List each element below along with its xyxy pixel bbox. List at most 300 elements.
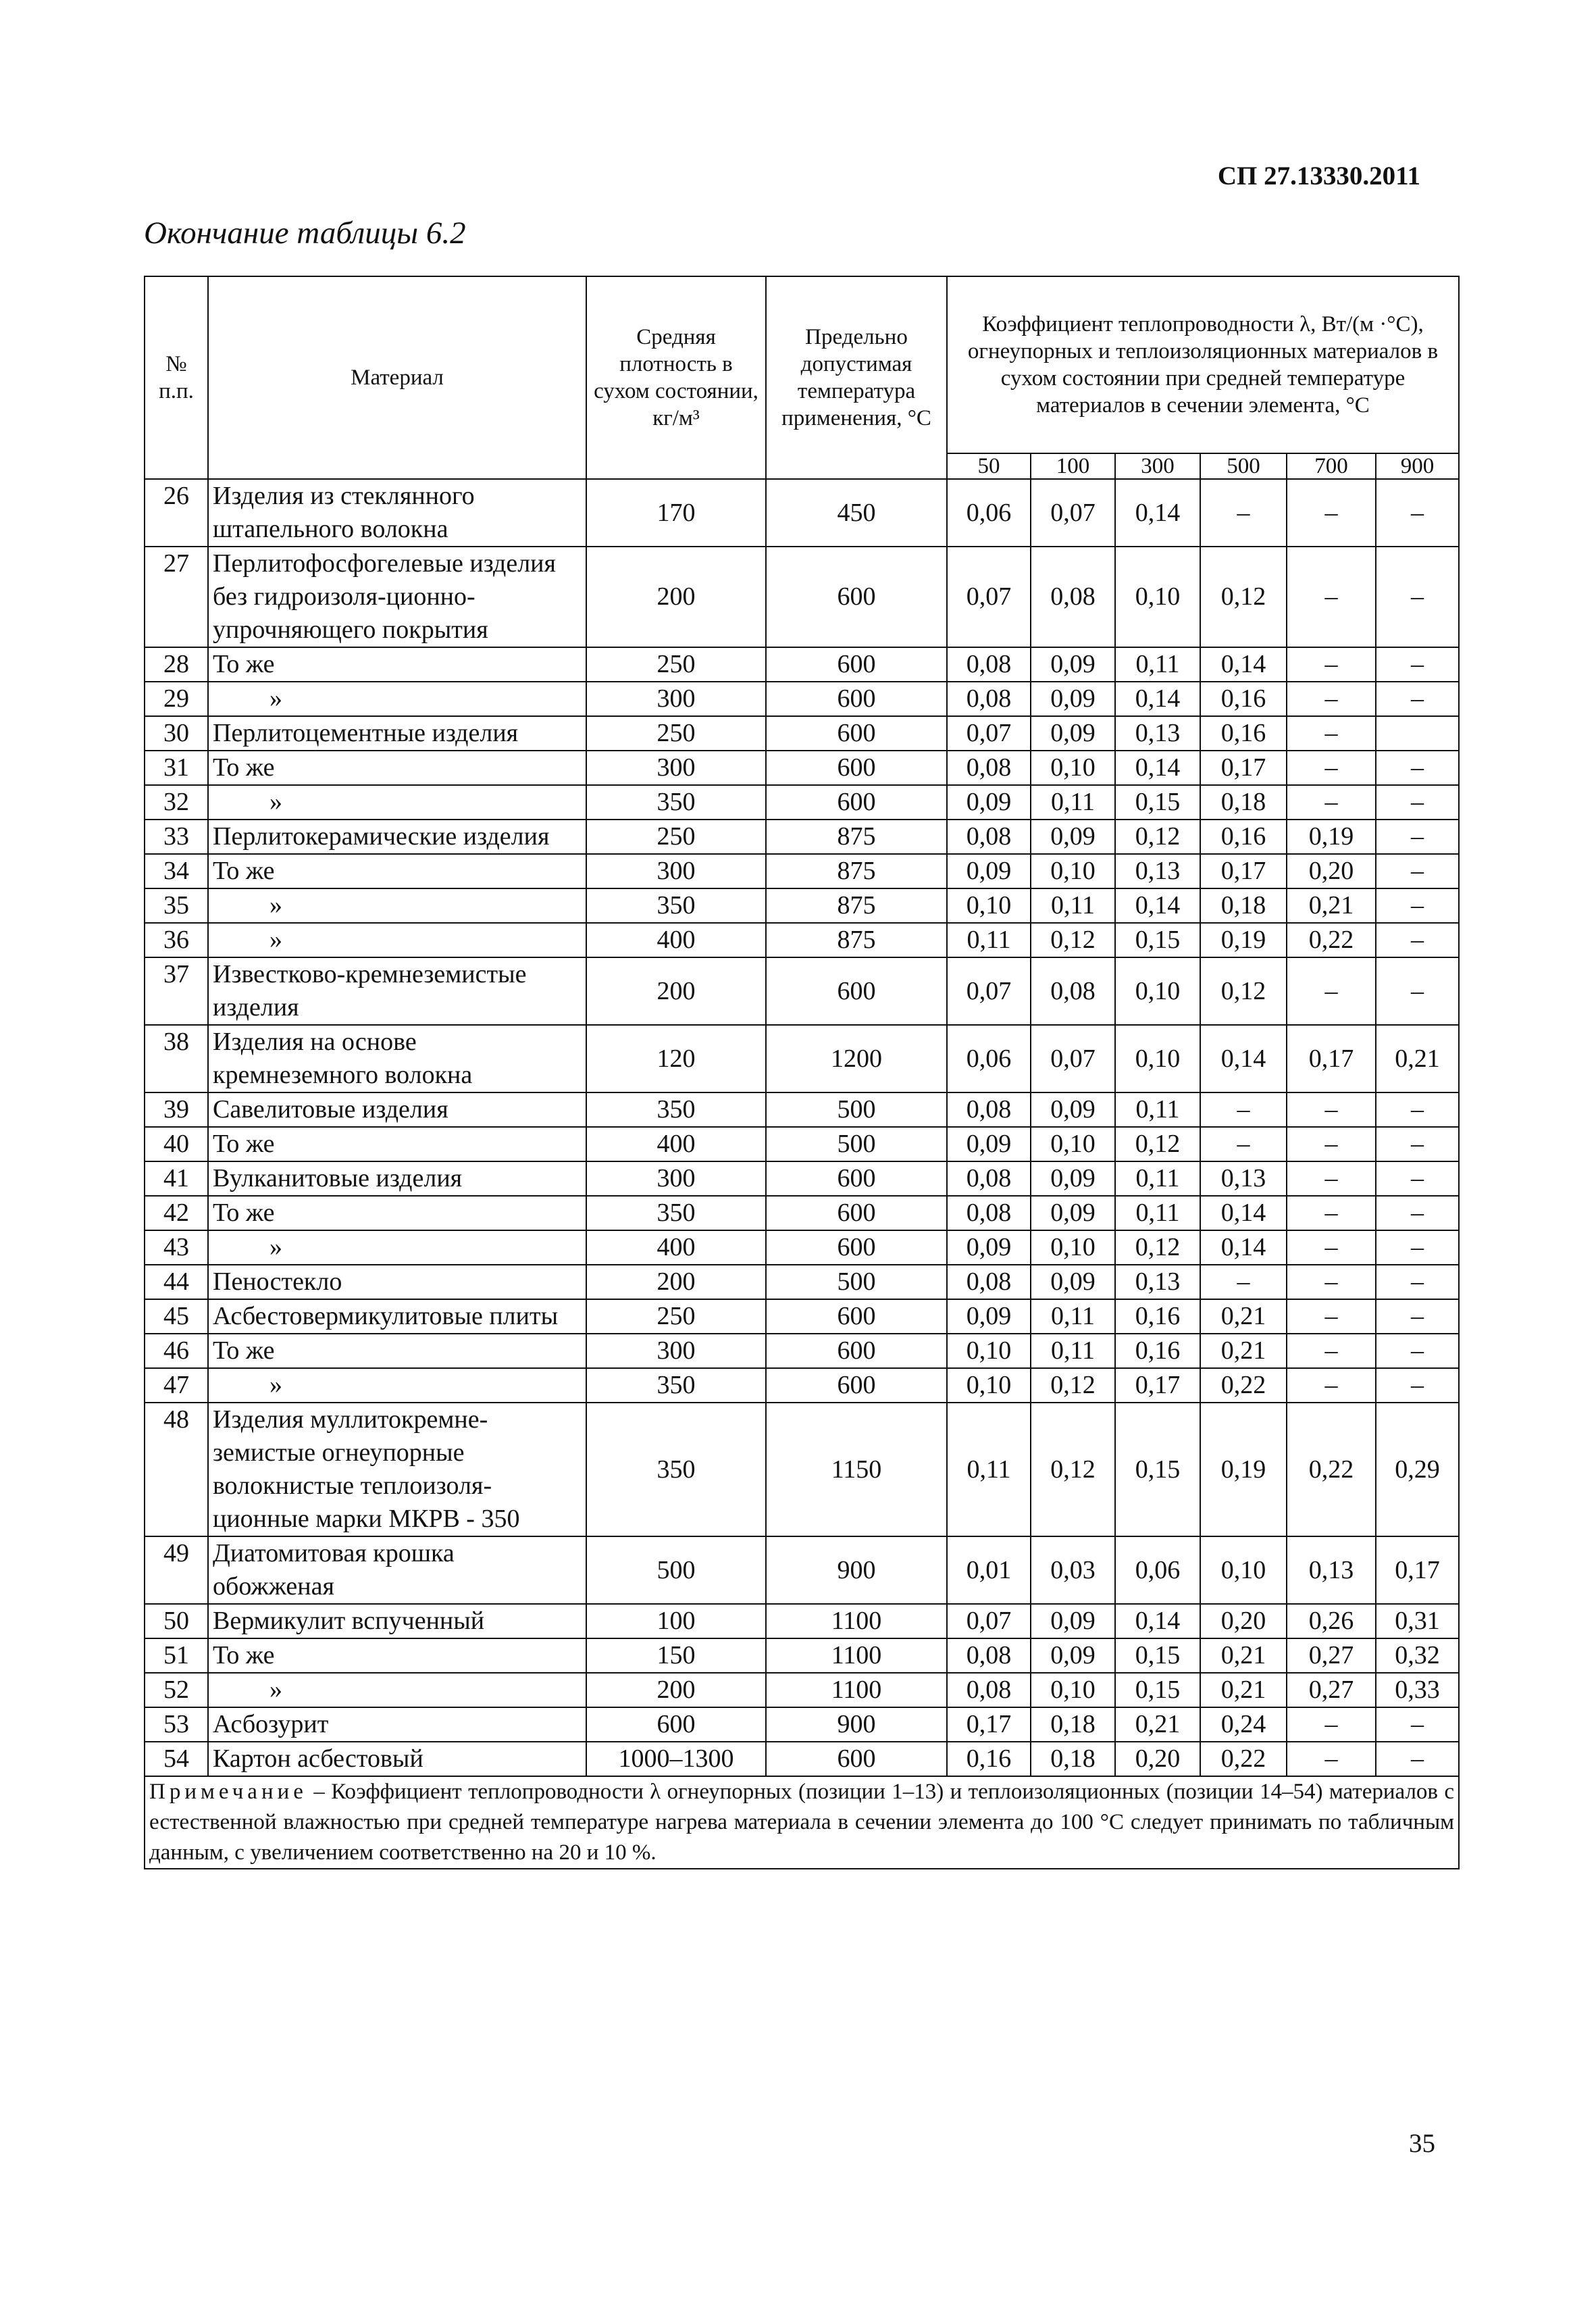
lambda-100: 0,09	[1031, 1265, 1115, 1299]
lambda-500: 0,12	[1200, 957, 1287, 1025]
density-value: 300	[586, 1334, 766, 1368]
lambda-50: 0,08	[947, 820, 1031, 854]
lambda-50: 0,11	[947, 923, 1031, 957]
lambda-100: 0,10	[1031, 1127, 1115, 1161]
lambda-700: –	[1287, 682, 1376, 716]
lambda-500: 0,20	[1200, 1604, 1287, 1638]
lambda-500: 0,10	[1200, 1536, 1287, 1604]
material-name: Вулканитовые изделия	[208, 1161, 586, 1196]
lambda-900: –	[1376, 1742, 1459, 1776]
row-number: 48	[145, 1403, 208, 1536]
lambda-700: –	[1287, 547, 1376, 647]
density-value: 300	[586, 1161, 766, 1196]
lambda-700: 0,22	[1287, 1403, 1376, 1536]
lambda-700: 0,20	[1287, 854, 1376, 888]
row-number: 26	[145, 479, 208, 547]
table-row	[145, 479, 1459, 547]
lambda-50: 0,09	[947, 1230, 1031, 1265]
max-temp-value: 600	[766, 1334, 947, 1368]
lambda-900: –	[1376, 751, 1459, 785]
density-value: 600	[586, 1707, 766, 1742]
lambda-500: 0,13	[1200, 1161, 1287, 1196]
density-value: 400	[586, 1230, 766, 1265]
material-name: Диатомитовая крошка обожженая	[208, 1536, 586, 1604]
table-row	[145, 682, 1459, 716]
table-row	[145, 923, 1459, 957]
row-number: 35	[145, 888, 208, 923]
table-row	[145, 785, 1459, 820]
table-row	[145, 1127, 1459, 1161]
lambda-700: –	[1287, 1127, 1376, 1161]
lambda-500: 0,14	[1200, 1196, 1287, 1230]
lambda-300: 0,15	[1115, 1403, 1200, 1536]
material-name: »	[208, 1230, 586, 1265]
lambda-700: –	[1287, 1092, 1376, 1127]
lambda-900: –	[1376, 1161, 1459, 1196]
temp-100: 100	[1031, 453, 1115, 479]
thermal-conductivity-table	[144, 276, 1460, 1869]
lambda-900: –	[1376, 1265, 1459, 1299]
lambda-700: –	[1287, 1334, 1376, 1368]
max-temp-value: 600	[766, 716, 947, 751]
lambda-700: –	[1287, 1299, 1376, 1334]
table-row	[145, 888, 1459, 923]
lambda-100: 0,12	[1031, 1403, 1115, 1536]
table-row	[145, 751, 1459, 785]
lambda-700: –	[1287, 1368, 1376, 1403]
max-temp-value: 600	[766, 547, 947, 647]
material-name: »	[208, 1368, 586, 1403]
lambda-700: –	[1287, 716, 1376, 751]
lambda-700: 0,13	[1287, 1536, 1376, 1604]
row-number: 52	[145, 1673, 208, 1707]
density-value: 350	[586, 1368, 766, 1403]
temp-500: 500	[1200, 453, 1287, 479]
lambda-300: 0,11	[1115, 1161, 1200, 1196]
row-number: 32	[145, 785, 208, 820]
lambda-500: 0,19	[1200, 923, 1287, 957]
lambda-300: 0,16	[1115, 1299, 1200, 1334]
lambda-700: 0,27	[1287, 1673, 1376, 1707]
material-name: То же	[208, 647, 586, 682]
lambda-500: 0,21	[1200, 1673, 1287, 1707]
lambda-50: 0,08	[947, 1673, 1031, 1707]
max-temp-value: 600	[766, 785, 947, 820]
density-value: 250	[586, 716, 766, 751]
table-row	[145, 1536, 1459, 1604]
max-temp-value: 600	[766, 1230, 947, 1265]
row-number: 53	[145, 1707, 208, 1742]
lambda-500: 0,21	[1200, 1638, 1287, 1673]
material-name: То же	[208, 1196, 586, 1230]
lambda-300: 0,15	[1115, 1638, 1200, 1673]
max-temp-value: 875	[766, 854, 947, 888]
lambda-500: 0,18	[1200, 888, 1287, 923]
lambda-900: –	[1376, 1230, 1459, 1265]
page-number: 35	[1409, 2129, 1435, 2158]
lambda-700: 0,27	[1287, 1638, 1376, 1673]
lambda-900: –	[1376, 1334, 1459, 1368]
material-name: То же	[208, 751, 586, 785]
lambda-900: 0,33	[1376, 1673, 1459, 1707]
lambda-100: 0,11	[1031, 785, 1115, 820]
material-name: Перлитофосфогелевые изделия без гидроизоля-ционно-упрочняющего покрытия	[208, 547, 586, 647]
note-row	[145, 1776, 1459, 1869]
lambda-700: 0,22	[1287, 923, 1376, 957]
lambda-500: 0,24	[1200, 1707, 1287, 1742]
lambda-900: –	[1376, 547, 1459, 647]
max-temp-value: 875	[766, 820, 947, 854]
density-value: 300	[586, 682, 766, 716]
lambda-500: –	[1200, 1092, 1287, 1127]
row-number: 47	[145, 1368, 208, 1403]
lambda-300: 0,14	[1115, 888, 1200, 923]
lambda-50: 0,09	[947, 1127, 1031, 1161]
header-max-temp: Предельно допустимая температура применения, °С	[766, 276, 947, 479]
density-value: 250	[586, 647, 766, 682]
material-name: Изделия из стеклянного штапельного волокна	[208, 479, 586, 547]
max-temp-value: 1100	[766, 1604, 947, 1638]
lambda-500: –	[1200, 479, 1287, 547]
row-number: 28	[145, 647, 208, 682]
lambda-100: 0,08	[1031, 957, 1115, 1025]
lambda-700: –	[1287, 751, 1376, 785]
lambda-300: 0,21	[1115, 1707, 1200, 1742]
table-row	[145, 547, 1459, 647]
lambda-300: 0,14	[1115, 1604, 1200, 1638]
row-number: 37	[145, 957, 208, 1025]
lambda-500: 0,16	[1200, 682, 1287, 716]
lambda-900: –	[1376, 1368, 1459, 1403]
table-row	[145, 1230, 1459, 1265]
temp-900: 900	[1376, 453, 1459, 479]
lambda-700: –	[1287, 479, 1376, 547]
table-row	[145, 820, 1459, 854]
lambda-50: 0,01	[947, 1536, 1031, 1604]
lambda-100: 0,12	[1031, 923, 1115, 957]
lambda-900: –	[1376, 888, 1459, 923]
density-value: 120	[586, 1025, 766, 1092]
lambda-50: 0,08	[947, 647, 1031, 682]
density-value: 1000–1300	[586, 1742, 766, 1776]
lambda-500: 0,14	[1200, 1025, 1287, 1092]
lambda-100: 0,09	[1031, 716, 1115, 751]
lambda-50: 0,07	[947, 957, 1031, 1025]
lambda-100: 0,09	[1031, 1196, 1115, 1230]
lambda-100: 0,09	[1031, 820, 1115, 854]
material-name: Изделия муллитокремне-земистые огнеупорные волокнистые теплоизоля-ционные марки МКРВ - 350	[208, 1403, 586, 1536]
lambda-300: 0,14	[1115, 682, 1200, 716]
material-name: То же	[208, 854, 586, 888]
lambda-900: 0,31	[1376, 1604, 1459, 1638]
lambda-50: 0,08	[947, 682, 1031, 716]
lambda-50: 0,07	[947, 716, 1031, 751]
density-value: 350	[586, 1092, 766, 1127]
max-temp-value: 450	[766, 479, 947, 547]
lambda-900: –	[1376, 647, 1459, 682]
lambda-300: 0,13	[1115, 1265, 1200, 1299]
lambda-50: 0,09	[947, 854, 1031, 888]
lambda-900: –	[1376, 479, 1459, 547]
lambda-500: 0,12	[1200, 547, 1287, 647]
material-name: »	[208, 923, 586, 957]
material-name: То же	[208, 1638, 586, 1673]
lambda-50: 0,16	[947, 1742, 1031, 1776]
temp-700: 700	[1287, 453, 1376, 479]
lambda-100: 0,18	[1031, 1707, 1115, 1742]
table-row	[145, 1025, 1459, 1092]
lambda-700: 0,21	[1287, 888, 1376, 923]
max-temp-value: 600	[766, 957, 947, 1025]
table-row	[145, 1673, 1459, 1707]
note-text: – Коэффициент теплопроводности λ огнеупорных (позиции 1–13) и теплоизоляционных (позиции 14–54) материалов с естественной влажностью при средней температуре нагрева материала в сечении элемента до 100 °С следует принимать по табличным данным, с увеличением соответственно на 20 и 10 %.	[149, 1780, 1455, 1865]
density-value: 200	[586, 957, 766, 1025]
lambda-900: –	[1376, 1299, 1459, 1334]
lambda-100: 0,18	[1031, 1742, 1115, 1776]
lambda-300: 0,11	[1115, 1196, 1200, 1230]
lambda-700: –	[1287, 647, 1376, 682]
lambda-100: 0,09	[1031, 1092, 1115, 1127]
lambda-50: 0,17	[947, 1707, 1031, 1742]
lambda-900: 0,32	[1376, 1638, 1459, 1673]
lambda-500: 0,19	[1200, 1403, 1287, 1536]
header-num: № п.п.	[145, 276, 208, 479]
lambda-700: –	[1287, 785, 1376, 820]
lambda-300: 0,12	[1115, 1127, 1200, 1161]
lambda-50: 0,09	[947, 785, 1031, 820]
row-number: 54	[145, 1742, 208, 1776]
max-temp-value: 600	[766, 1196, 947, 1230]
table-row	[145, 1196, 1459, 1230]
material-name: »	[208, 1673, 586, 1707]
max-temp-value: 500	[766, 1265, 947, 1299]
row-number: 44	[145, 1265, 208, 1299]
lambda-50: 0,06	[947, 1025, 1031, 1092]
lambda-700: –	[1287, 1707, 1376, 1742]
table-row	[145, 1638, 1459, 1673]
lambda-100: 0,09	[1031, 1638, 1115, 1673]
lambda-500: –	[1200, 1127, 1287, 1161]
lambda-900: –	[1376, 1127, 1459, 1161]
lambda-300: 0,14	[1115, 751, 1200, 785]
lambda-50: 0,10	[947, 1368, 1031, 1403]
lambda-300: 0,10	[1115, 547, 1200, 647]
row-number: 39	[145, 1092, 208, 1127]
material-name: Перлитоцементные изделия	[208, 716, 586, 751]
lambda-300: 0,15	[1115, 923, 1200, 957]
lambda-700: 0,19	[1287, 820, 1376, 854]
lambda-300: 0,11	[1115, 647, 1200, 682]
lambda-300: 0,10	[1115, 1025, 1200, 1092]
lambda-100: 0,07	[1031, 479, 1115, 547]
material-name: Перлитокерамические изделия	[208, 820, 586, 854]
material-name: »	[208, 888, 586, 923]
lambda-100: 0,09	[1031, 1161, 1115, 1196]
lambda-500: 0,22	[1200, 1742, 1287, 1776]
lambda-300: 0,13	[1115, 854, 1200, 888]
density-value: 250	[586, 820, 766, 854]
table-row	[145, 1707, 1459, 1742]
lambda-900: –	[1376, 854, 1459, 888]
material-name: Асбестовермикулитовые плиты	[208, 1299, 586, 1334]
row-number: 27	[145, 547, 208, 647]
row-number: 45	[145, 1299, 208, 1334]
density-value: 400	[586, 923, 766, 957]
material-name: Изделия на основе кремнеземного волокна	[208, 1025, 586, 1092]
temp-50: 50	[947, 453, 1031, 479]
lambda-500: 0,16	[1200, 716, 1287, 751]
lambda-900: –	[1376, 682, 1459, 716]
lambda-700: –	[1287, 1196, 1376, 1230]
table-row	[145, 1368, 1459, 1403]
row-number: 38	[145, 1025, 208, 1092]
material-name: Асбозурит	[208, 1707, 586, 1742]
lambda-900: –	[1376, 785, 1459, 820]
row-number: 51	[145, 1638, 208, 1673]
lambda-900: –	[1376, 820, 1459, 854]
lambda-300: 0,13	[1115, 716, 1200, 751]
max-temp-value: 600	[766, 751, 947, 785]
lambda-100: 0,10	[1031, 751, 1115, 785]
lambda-700: 0,26	[1287, 1604, 1376, 1638]
max-temp-value: 500	[766, 1092, 947, 1127]
lambda-900: 0,17	[1376, 1536, 1459, 1604]
lambda-300: 0,06	[1115, 1536, 1200, 1604]
lambda-50: 0,09	[947, 1299, 1031, 1334]
lambda-50: 0,08	[947, 1161, 1031, 1196]
density-value: 300	[586, 751, 766, 785]
lambda-300: 0,17	[1115, 1368, 1200, 1403]
table-row	[145, 716, 1459, 751]
table-row	[145, 854, 1459, 888]
header-density: Средняя плотность в сухом состоянии, кг/м³	[586, 276, 766, 479]
table-row	[145, 1334, 1459, 1368]
lambda-500: 0,14	[1200, 1230, 1287, 1265]
table-body	[145, 479, 1459, 1776]
table-row	[145, 1403, 1459, 1536]
lambda-900: –	[1376, 1707, 1459, 1742]
max-temp-value: 900	[766, 1536, 947, 1604]
lambda-50: 0,08	[947, 1092, 1031, 1127]
row-number: 43	[145, 1230, 208, 1265]
max-temp-value: 900	[766, 1707, 947, 1742]
lambda-100: 0,08	[1031, 547, 1115, 647]
lambda-700: –	[1287, 957, 1376, 1025]
lambda-300: 0,11	[1115, 1092, 1200, 1127]
row-number: 36	[145, 923, 208, 957]
table-row	[145, 647, 1459, 682]
lambda-300: 0,20	[1115, 1742, 1200, 1776]
row-number: 41	[145, 1161, 208, 1196]
lambda-500: 0,14	[1200, 647, 1287, 682]
density-value: 250	[586, 1299, 766, 1334]
lambda-500: 0,17	[1200, 751, 1287, 785]
max-temp-value: 600	[766, 682, 947, 716]
density-value: 350	[586, 785, 766, 820]
material-name: Картон асбестовый	[208, 1742, 586, 1776]
max-temp-value: 600	[766, 1368, 947, 1403]
lambda-100: 0,03	[1031, 1536, 1115, 1604]
max-temp-value: 600	[766, 1299, 947, 1334]
table-note	[145, 1776, 1459, 1869]
row-number: 34	[145, 854, 208, 888]
row-number: 29	[145, 682, 208, 716]
row-number: 46	[145, 1334, 208, 1368]
density-value: 400	[586, 1127, 766, 1161]
max-temp-value: 875	[766, 923, 947, 957]
row-number: 42	[145, 1196, 208, 1230]
header-row	[145, 276, 1459, 453]
lambda-100: 0,09	[1031, 1604, 1115, 1638]
max-temp-value: 1100	[766, 1638, 947, 1673]
temp-300: 300	[1115, 453, 1200, 479]
row-number: 30	[145, 716, 208, 751]
max-temp-value: 600	[766, 1161, 947, 1196]
lambda-100: 0,10	[1031, 1230, 1115, 1265]
max-temp-value: 600	[766, 1742, 947, 1776]
lambda-300: 0,12	[1115, 1230, 1200, 1265]
lambda-300: 0,16	[1115, 1334, 1200, 1368]
material-name: Пеностекло	[208, 1265, 586, 1299]
lambda-700: 0,17	[1287, 1025, 1376, 1092]
lambda-100: 0,12	[1031, 1368, 1115, 1403]
row-number: 40	[145, 1127, 208, 1161]
row-number: 33	[145, 820, 208, 854]
lambda-300: 0,10	[1115, 957, 1200, 1025]
lambda-50: 0,07	[947, 1604, 1031, 1638]
table-caption: Окончание таблицы 6.2	[144, 216, 466, 251]
lambda-50: 0,08	[947, 1265, 1031, 1299]
max-temp-value: 500	[766, 1127, 947, 1161]
lambda-900: –	[1376, 1092, 1459, 1127]
table-row	[145, 1161, 1459, 1196]
material-name: То же	[208, 1334, 586, 1368]
max-temp-value: 1100	[766, 1673, 947, 1707]
lambda-100: 0,09	[1031, 647, 1115, 682]
row-number: 49	[145, 1536, 208, 1604]
table-row	[145, 1604, 1459, 1638]
table-row	[145, 957, 1459, 1025]
lambda-500: 0,16	[1200, 820, 1287, 854]
material-name: Савелитовые изделия	[208, 1092, 586, 1127]
lambda-500: 0,21	[1200, 1299, 1287, 1334]
material-name: Вермикулит вспученный	[208, 1604, 586, 1638]
table-row	[145, 1092, 1459, 1127]
density-value: 200	[586, 1265, 766, 1299]
lambda-50: 0,10	[947, 1334, 1031, 1368]
lambda-500: 0,18	[1200, 785, 1287, 820]
lambda-300: 0,14	[1115, 479, 1200, 547]
material-name: »	[208, 682, 586, 716]
table-row	[145, 1265, 1459, 1299]
lambda-900: –	[1376, 957, 1459, 1025]
lambda-100: 0,07	[1031, 1025, 1115, 1092]
lambda-50: 0,10	[947, 888, 1031, 923]
density-value: 500	[586, 1536, 766, 1604]
lambda-700: –	[1287, 1230, 1376, 1265]
max-temp-value: 875	[766, 888, 947, 923]
lambda-300: 0,15	[1115, 1673, 1200, 1707]
lambda-300: 0,15	[1115, 785, 1200, 820]
lambda-900: 0,29	[1376, 1403, 1459, 1536]
lambda-500: 0,17	[1200, 854, 1287, 888]
max-temp-value: 1200	[766, 1025, 947, 1092]
note-label: Примечание	[149, 1780, 307, 1804]
density-value: 350	[586, 1403, 766, 1536]
material-name: »	[208, 785, 586, 820]
lambda-100: 0,11	[1031, 1299, 1115, 1334]
lambda-50: 0,07	[947, 547, 1031, 647]
